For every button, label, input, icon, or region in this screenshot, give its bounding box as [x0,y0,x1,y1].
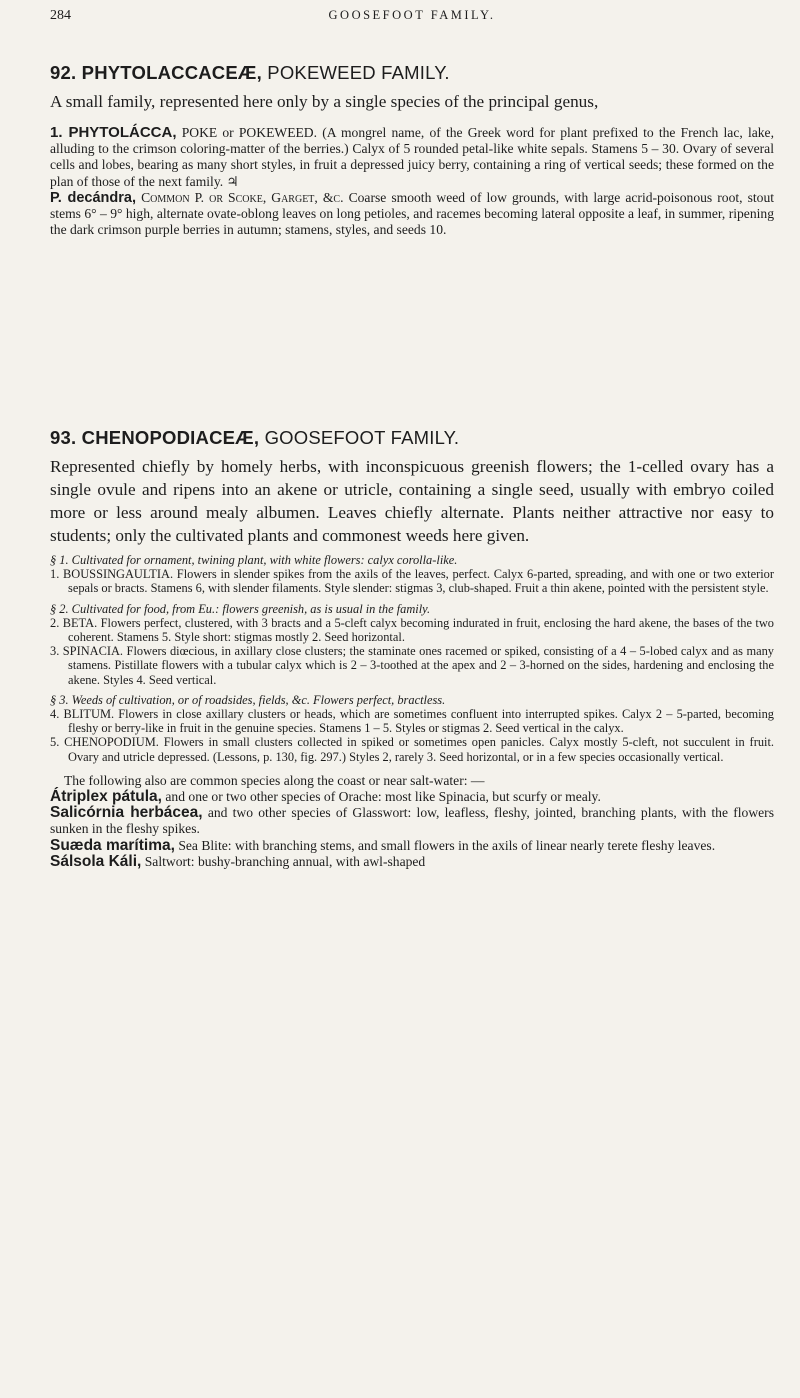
section-3 [50,693,774,764]
section-1-heading: § 1. Cultivated for ornament, twining plant, with white flowers: calyx corolla-like. [50,553,458,567]
genus-name: 1. PHYTOLÁCCA, [50,124,177,141]
plant-suaeda: Suæda marítima, Sea Blite: with branching stems, and small flowers in the axils of linear nearly terete fleshy leaves. [50,836,716,854]
running-head [50,0,774,34]
species-name: P. decándra, [50,189,137,206]
section-3-heading: § 3. Weeds of cultivation, or of roadsides, fields, &c. Flowers perfect, bractless. [50,692,446,707]
family-92-heading: 92. PHYTOLACCACEÆ, POKEWEED FAMILY. [50,62,450,83]
genus-entry-chenopodium: 5. CHENOPODIUM. Flowers in small clusters collected in spiked or sometimes open panicles. Calyx mostly 5-cleft, not succulent in fruit. Ovary and utricle depressed. (Lessons, p. 130, fig. 297.) Styles 2, rarely 3. Seed horizontal, or in a few species occasionally vertical. [50,735,774,764]
family-93-section [50,427,774,870]
section-1 [50,553,774,596]
plant-salicornia: Salicórnia herbácea, and two other species of Glasswort: low, leafless, fleshy, jointed, branching plants, with the flowers sunken in the fleshy spikes. [50,804,774,837]
coast-species-intro: The following also are common species along the coast or near salt-water: — [64,772,485,788]
page-number: 284 [50,8,71,23]
genus-entry-spinacia: 3. SPINACIA. Flowers diœcious, in axillary close clusters; the staminate ones racemed or spiked, consisting of a 4 – 5-lobed calyx and as many stamens. Pistillate flowers with a tubular calyx which is 2 – 3-toothed at the apex and 2 – 3-horned on the sides, hardening and enclosing the akene. Styles 4. Seed vertical. [50,644,774,687]
section-2 [50,602,774,687]
family-92-intro: A small family, represented here only by a single species of the principal genus, [50,92,599,111]
genus-phytolacca [50,125,774,190]
section-2-heading: § 2. Cultivated for food, from Eu.: flowers greenish, as is usual in the family. [50,601,431,616]
genus-entry-beta: 2. BETA. Flowers perfect, clustered, with 3 bracts and a 5-cleft calyx becoming indurated in fruit, enclosing the hard akene, the bases of the two coherent. Stamens 5. Style short: stigmas mostly 2. Seed horizontal. [50,615,774,645]
running-title: GOOSEFOOT FAMILY. [328,8,496,22]
species-decandra [50,190,774,239]
plant-salsola: Sálsola Káli, Saltwort: bushy-branching annual, with awl-shaped [50,852,426,870]
family-93-heading: 93. CHENOPODIACEÆ, GOOSEFOOT FAMILY. [50,427,460,448]
family-93-intro: Represented chiefly by homely herbs, with inconspicuous greenish flowers; the 1-celled ovary has a single ovule and ripens into an akene or utricle, containing a single seed, usually with embryo coiled more or less around mealy albumen. Leaves chiefly alternate. Plants neither attractive nor easy to students; only the cultivated plants and commonest weeds here given. [50,457,774,545]
genus-description: POKE or POKEWEED. (A mongrel name, of the Greek word for plant prefixed to the French lac, lake, alluding to the crimson coloring-matter of the berries.) Calyx of 5 rounded petal-like white sepals. Stamens 5 – 30. Ovary of several cells and lobes, bearing as many short styles, in fruit a depressed juicy berry, containing a ring of vertical seeds; these formed on the plan of those of the next family. ♃ [50,125,774,189]
plant-atriplex: Átriplex pátula, and one or two other species of Orache: most like Spinacia, but scurfy or mealy. [50,788,601,806]
family-92-section [50,62,774,238]
species-description: Coarse smooth weed of low grounds, with large acrid-poisonous root, stout stems 6° – 9° high, alternate ovate-oblong leaves on long petioles, and racemes becoming lateral opposite a leaf, in summer, ripening the dark crimson purple berries in autumn; stamens, styles, and seeds 10. [50,189,775,238]
genus-entry-boussingaultia: 1. BOUSSINGAULTIA. Flowers in slender spikes from the axils of the leaves, perfect. Calyx 6-parted, spreading, and with one or two exterior sepals or bracts. Stamens 6, with slender filaments. Style slender: stigmas 3, club-shaped. Fruit a thin akene, pointed with the persistent style. [50,567,774,596]
species-common-names: Common P. or Scoke, Garget, &c. [141,189,344,205]
genus-entry-blitum: 4. BLITUM. Flowers in close axillary clusters or heads, which are sometimes confluent into interrupted spikes. Calyx 2 – 5-parted, becoming fleshy or berry-like in fruit in the genuine species. Stamens 1 – 5. Styles or stigmas 2. Seed vertical in the calyx. [50,707,774,736]
